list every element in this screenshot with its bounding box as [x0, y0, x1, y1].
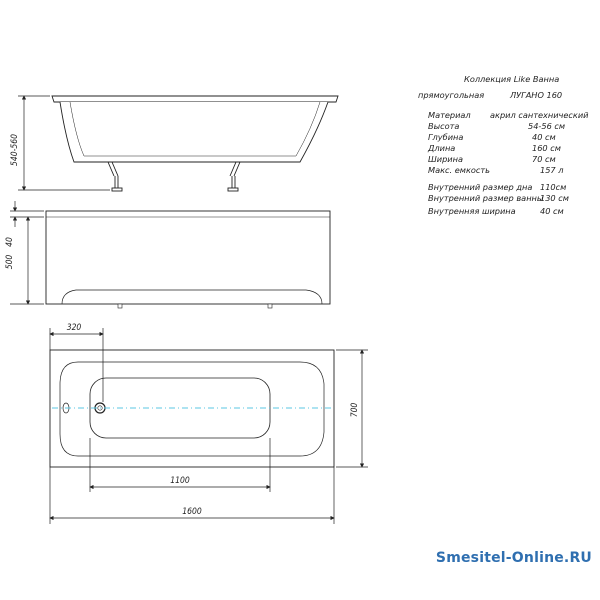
spec-header [418, 74, 562, 100]
spec-table [427, 110, 589, 216]
spec-label: Макс. емкость [428, 165, 490, 175]
spec-value: 54-56 см [528, 121, 566, 131]
top-offset-label: 320 [66, 323, 82, 333]
spec-label: Внутренний размер ванны [428, 193, 544, 203]
overall-length-label: 1600 [182, 507, 202, 517]
spec-value: 157 л [540, 165, 564, 175]
spec-value: 40 см [532, 132, 556, 142]
spec-label: Ширина [428, 154, 463, 164]
shape-label: прямоугольная [418, 90, 485, 100]
spec-label: Глубина [428, 132, 464, 142]
inner-length-label: 1100 [170, 476, 190, 486]
watermark: Smesitel-Online.RU [435, 550, 592, 566]
side-view [52, 96, 338, 191]
front-view [46, 211, 330, 308]
spec-label: Длина [428, 143, 456, 153]
side-height-label: 540-560 [10, 134, 20, 166]
spec-value: 40 см [540, 206, 564, 216]
front-height-label: 500 [5, 254, 15, 270]
front-rim-label: 40 [5, 237, 15, 247]
spec-value: 130 см [540, 193, 569, 203]
top-width-label: 700 [350, 402, 360, 418]
spec-value: 70 см [532, 154, 556, 164]
model-label: ЛУГАНО 160 [510, 90, 563, 100]
front-dimensions [10, 201, 44, 304]
spec-label: Внутренний размер дна [428, 182, 533, 192]
spec-value: 160 см [532, 143, 561, 153]
spec-label: Внутренняя ширина [428, 206, 516, 216]
spec-value: 110см [540, 182, 567, 192]
spec-label: Материал [428, 110, 471, 120]
collection-title: Коллекция Like Ванна [464, 74, 560, 84]
spec-value: акрил сантехнический [490, 110, 589, 120]
spec-label: Высота [428, 121, 460, 131]
